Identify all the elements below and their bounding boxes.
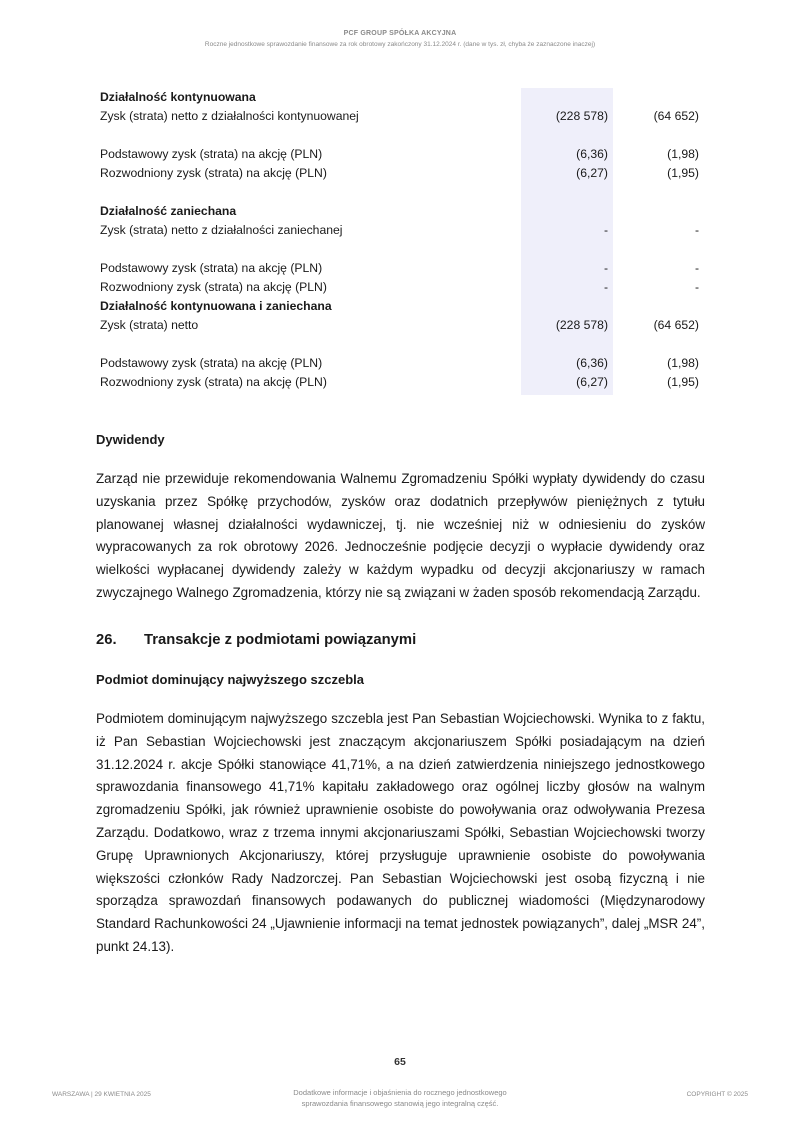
footer-note-line-2: sprawozdania finansowego stanowią jego integralną część. bbox=[301, 1099, 499, 1108]
row-label: Zysk (strata) netto z działalności kontynuowanej bbox=[100, 109, 359, 123]
value-2023: (1,95) bbox=[667, 166, 699, 180]
value-2023: (64 652) bbox=[653, 318, 699, 332]
row-label: Rozwodniony zysk (strata) na akcję (PLN) bbox=[100, 166, 327, 180]
row-label: Rozwodniony zysk (strata) na akcję (PLN) bbox=[100, 280, 327, 294]
value-2024: (228 578) bbox=[555, 109, 608, 123]
table-row bbox=[100, 240, 702, 259]
footer-note-line-1: Dodatkowe informacje i objaśnienia do rocznego jednostkowego bbox=[293, 1088, 507, 1097]
table-row bbox=[100, 145, 702, 164]
table-row bbox=[100, 183, 702, 202]
table-row bbox=[100, 202, 702, 221]
table-row bbox=[100, 297, 702, 316]
value-2024: (6,36) bbox=[576, 356, 608, 370]
row-label: Zysk (strata) netto bbox=[100, 318, 199, 332]
value-2024: - bbox=[603, 261, 608, 275]
row-label: Podstawowy zysk (strata) na akcję (PLN) bbox=[100, 147, 323, 161]
value-2023: - bbox=[694, 261, 699, 275]
row-label: Podstawowy zysk (strata) na akcję (PLN) bbox=[100, 261, 323, 275]
row-label: Działalność kontynuowana bbox=[100, 90, 256, 104]
table-row bbox=[100, 335, 702, 354]
footer-note bbox=[250, 1087, 550, 1109]
value-2024: (6,36) bbox=[576, 147, 608, 161]
dividends-heading: Dywidendy bbox=[96, 432, 165, 447]
parent-entity-paragraph: Podmiotem dominującym najwyższego szczebla jest Pan Sebastian Wojciechowski. Wynika to z faktu, iż Pan Sebastian Wojciechowski jest znaczącym akcjonariuszem Spółki posiadającym na dzień 31.12.2024 r. akcje Spółki stanowiące 41,71%, a na dzień zatwierdzenia niniejszego jednostkowego sprawozdania finansowego 41,71% kapitału zakładowego oraz ogólnej liczby głosów na walnym zgromadzeniu Spółki, jak również uprawnienie osobiste do powoływania oraz odwoływania Prezesa Zarządu. Dodatkowo, wraz z trzema innymi akcjonariuszami Spółki, Sebastian Wojciechowski tworzy Grupę Uprawnionych Akcjonariuszy, której przysługuje uprawnienie osobiste do powoływania większości członków Rady Nadzorczej. Pan Sebastian Wojciechowski jest osobą fizyczną i nie sporządza sprawozdań finansowych podawanych do publicznej wiadomości (Międzynarodowy Standard Rachunkowości 24 „Ujawnienie informacji na temat jednostek powiązanych”, dalej „MSR 24”, punkt 24.13). bbox=[96, 711, 705, 954]
value-2023: (1,98) bbox=[667, 147, 699, 161]
dividends-paragraph: Zarząd nie przewiduje rekomendowania Walnemu Zgromadzeniu Spółki wypłaty dywidendy do czasu uzyskania przez Spółkę przychodów, zysków oraz dodatnich przepływów pieniężnych z tytułu planowanej własnej działalności wydawniczej, tj. nie wcześniej niż w odniesieniu do zysków wypracowanych za rok obrotowy 2026. Jednocześnie podjęcie decyzji o wypłacie dywidendy oraz wielkości wypłacanej dywidendy zależy w każdym wypadku od decyzji akcjonariuszy w ramach zwyczajnego Walnego Zgromadzenia, którzy nie są związani w żaden sposób rekomendacją Zarządu. bbox=[96, 471, 705, 600]
table-row bbox=[100, 259, 702, 278]
value-2024: - bbox=[603, 280, 608, 294]
value-2023: (1,95) bbox=[667, 375, 699, 389]
section-title: Transakcje z podmiotami powiązanymi bbox=[144, 632, 417, 648]
footer-copyright: COPYRIGHT © 2025 bbox=[686, 1091, 748, 1098]
table-row bbox=[100, 126, 702, 145]
table-row bbox=[100, 373, 702, 392]
value-2024: (6,27) bbox=[576, 375, 608, 389]
row-label: Działalność zaniechana bbox=[100, 204, 237, 218]
value-2024: (6,27) bbox=[576, 166, 608, 180]
value-2023: (64 652) bbox=[653, 109, 699, 123]
row-label: Działalność kontynuowana i zaniechana bbox=[100, 299, 332, 313]
row-label: Rozwodniony zysk (strata) na akcję (PLN) bbox=[100, 375, 327, 389]
value-2024: (228 578) bbox=[555, 318, 608, 332]
table-row bbox=[100, 107, 702, 126]
value-2023: (1,98) bbox=[667, 356, 699, 370]
table-row bbox=[100, 354, 702, 373]
parent-entity-heading: Podmiot dominujący najwyższego szczebla bbox=[96, 672, 365, 687]
value-2023: - bbox=[694, 223, 699, 237]
header-company: PCF GROUP SPÓŁKA AKCYJNA bbox=[343, 30, 457, 37]
page-number: 65 bbox=[394, 1056, 406, 1068]
section-number: 26. bbox=[96, 632, 117, 648]
table-row bbox=[100, 316, 702, 335]
table-row bbox=[100, 278, 702, 297]
value-2023: - bbox=[694, 280, 699, 294]
row-label: Podstawowy zysk (strata) na akcję (PLN) bbox=[100, 356, 323, 370]
footer-location-date: WARSZAWA | 29 KWIETNIA 2025 bbox=[52, 1091, 151, 1098]
value-2024: - bbox=[603, 223, 608, 237]
table-row bbox=[100, 88, 702, 107]
table-row bbox=[100, 164, 702, 183]
table-row bbox=[100, 221, 702, 240]
row-label: Zysk (strata) netto z działalności zaniechanej bbox=[100, 223, 343, 237]
header-subtitle: Roczne jednostkowe sprawozdanie finansowe za rok obrotowy zakończony 31.12.2024 r. (dane w tys. zł, chyba że zaznaczone inaczej) bbox=[204, 41, 596, 48]
section-heading bbox=[96, 632, 416, 648]
